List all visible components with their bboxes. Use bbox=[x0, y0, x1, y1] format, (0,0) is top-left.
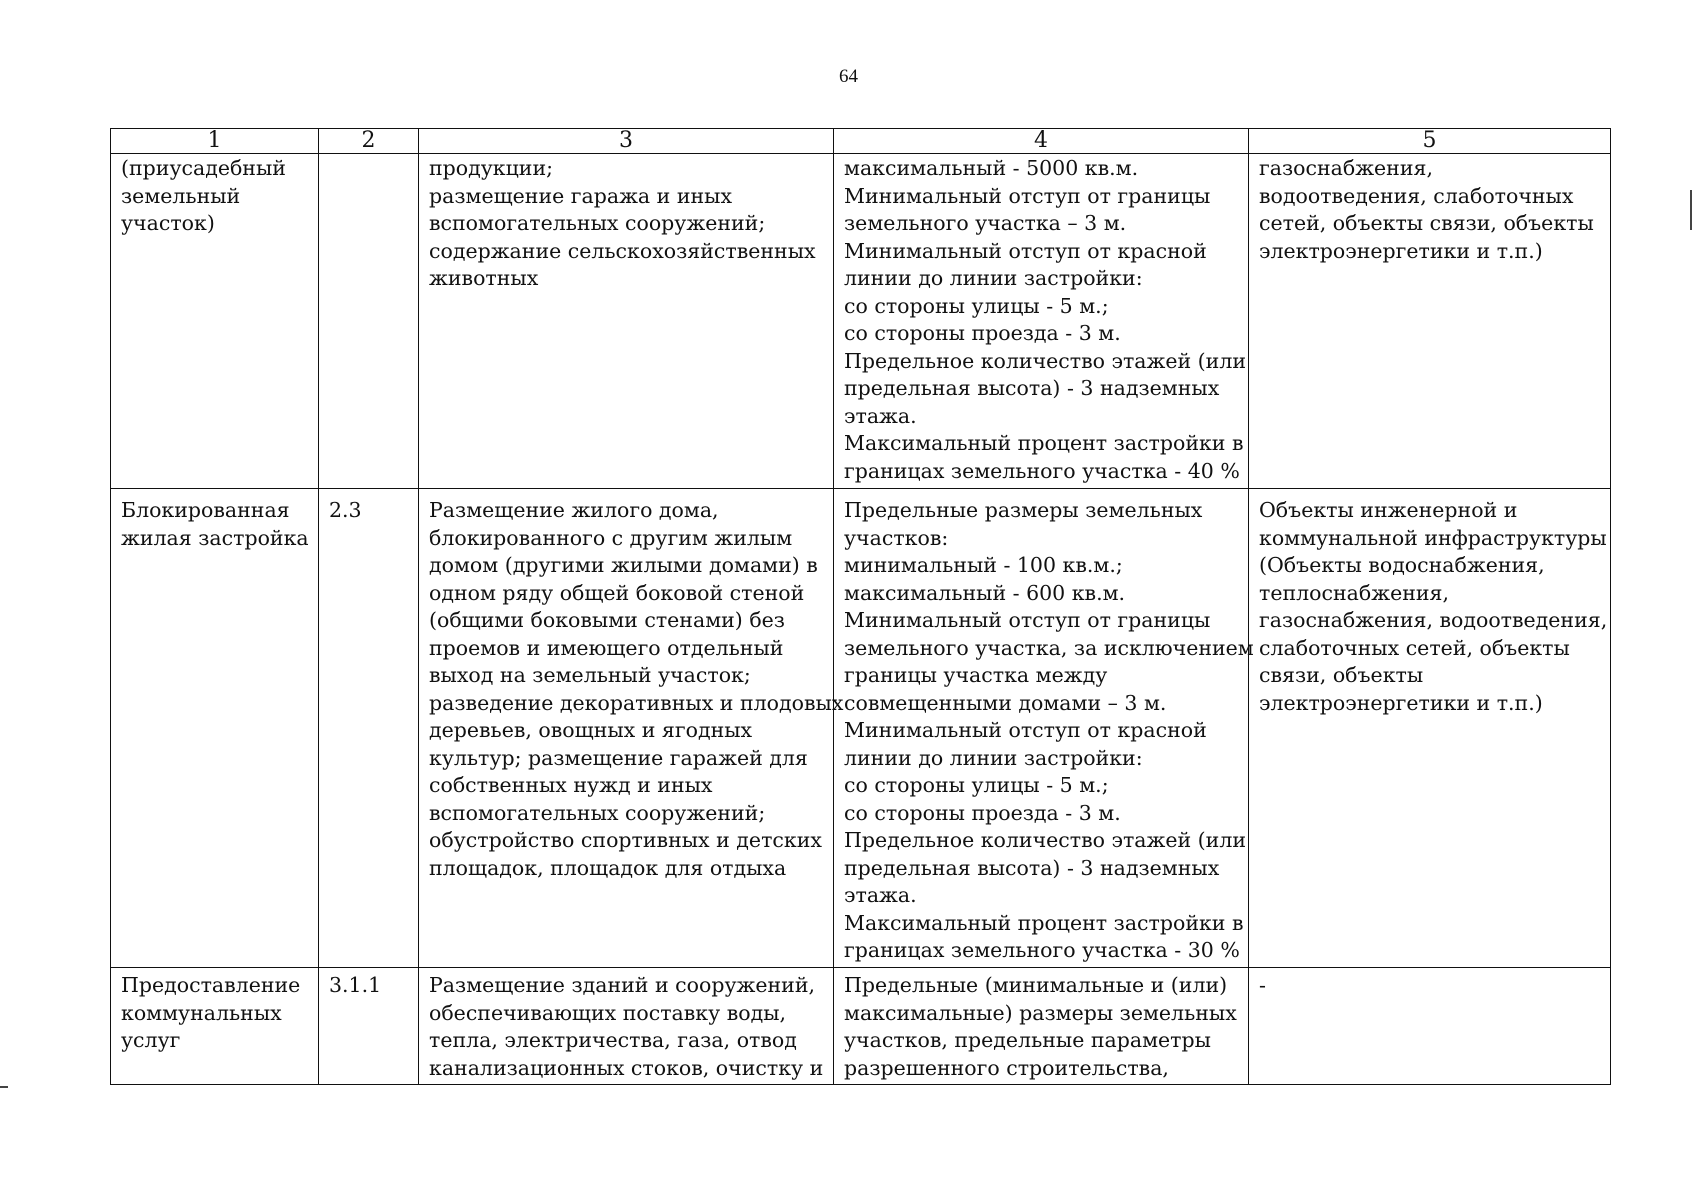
cell-text-line: блокированного с другим жилым bbox=[429, 525, 793, 550]
column-header-5: 5 bbox=[1249, 129, 1611, 154]
cell-text-line: границах земельного участка - 40 % bbox=[844, 458, 1240, 483]
column-header-2: 2 bbox=[319, 129, 419, 154]
cell-text-line: Предельное количество этажей (или bbox=[844, 828, 1247, 852]
cell-text-line: газоснабжения, bbox=[1259, 156, 1433, 180]
cell-text-line: участков, предельные параметры bbox=[844, 1028, 1211, 1052]
cell-text-line: Размещение зданий и сооружений, bbox=[429, 973, 815, 997]
cell-text-line: животных bbox=[429, 266, 539, 290]
land-use-code-cell: 3.1.1 bbox=[319, 968, 419, 1085]
cell-text-line: Максимальный процент застройки в bbox=[844, 910, 1244, 935]
parameters-cell bbox=[834, 154, 1249, 489]
cell-text-line: одном ряду общей боковой стеной bbox=[429, 580, 805, 605]
parameters-cell bbox=[834, 489, 1254, 968]
cell-text-line: этажа. bbox=[844, 883, 917, 907]
cell-text-line: выход на земельный участок; bbox=[429, 663, 751, 687]
land-use-type-cell bbox=[111, 154, 319, 489]
land-use-code-cell bbox=[319, 154, 419, 489]
cell-text-line: Объекты инженерной и bbox=[1259, 498, 1518, 522]
land-use-type-cell bbox=[111, 489, 319, 968]
table-row bbox=[111, 968, 1611, 1085]
cell-text-line: площадок, площадок для отдыха bbox=[429, 855, 787, 880]
description-cell bbox=[419, 968, 834, 1085]
infrastructure-cell bbox=[1249, 489, 1611, 968]
cell-text-line: границах земельного участка - 30 % bbox=[844, 938, 1240, 962]
cell-text-line: слаботочных сетей, объекты bbox=[1259, 635, 1570, 660]
cell-text-line: Предельные размеры земельных bbox=[844, 498, 1203, 522]
cell-text-line: Минимальный отступ от красной bbox=[844, 718, 1207, 742]
infrastructure-cell bbox=[1249, 154, 1611, 489]
cell-text-line: деревьев, овощных и ягодных bbox=[429, 718, 753, 742]
table-row bbox=[111, 154, 1611, 489]
cell-text-line: предельная высота) - 3 надземных bbox=[844, 855, 1220, 880]
scan-artifact-mark bbox=[1690, 190, 1692, 230]
cell-text-line: со стороны проезда - 3 м. bbox=[844, 321, 1121, 345]
cell-text-line: Минимальный отступ от границы bbox=[844, 183, 1211, 208]
cell-text-line: услуг bbox=[121, 1028, 181, 1052]
cell-text-line: продукции; bbox=[429, 156, 554, 180]
cell-text-line: минимальный - 100 кв.м.; bbox=[844, 553, 1123, 577]
cell-text-line: размещение гаража и иных bbox=[429, 183, 733, 208]
cell-text-line: (Объекты водоснабжения, bbox=[1259, 553, 1545, 577]
cell-text-line: Минимальный отступ от границы bbox=[844, 608, 1211, 632]
cell-text-line: Предельное количество этажей (или bbox=[844, 348, 1247, 373]
land-use-type-cell bbox=[111, 968, 319, 1085]
cell-text-line: (приусадебный bbox=[121, 156, 286, 180]
cell-text-line: водоотведения, слаботочных bbox=[1259, 183, 1574, 208]
cell-text-line: максимальный - 5000 кв.м. bbox=[844, 156, 1139, 180]
cell-text-line: вспомогательных сооружений; bbox=[429, 800, 766, 825]
cell-text-line: границы участка между bbox=[844, 663, 1108, 687]
infrastructure-cell bbox=[1249, 968, 1611, 1085]
cell-text-line: тепла, электричества, газа, отвод bbox=[429, 1028, 797, 1052]
cell-text-line: участок) bbox=[121, 211, 215, 235]
cell-text-line: земельного участка – 3 м. bbox=[844, 211, 1127, 235]
cell-text-line: домом (другими жилыми домами) в bbox=[429, 553, 818, 577]
cell-text-line: максимальный - 600 кв.м. bbox=[844, 580, 1126, 605]
cell-text-line: собственных нужд и иных bbox=[429, 773, 713, 797]
cell-text-line: проемов и имеющего отдельный bbox=[429, 635, 784, 660]
header-row bbox=[111, 129, 1611, 154]
parameters-cell bbox=[834, 968, 1249, 1085]
scan-artifact-mark bbox=[0, 1086, 8, 1088]
cell-text-line: Максимальный процент застройки в bbox=[844, 431, 1244, 455]
column-header-4: 4 bbox=[834, 129, 1249, 154]
cell-text-line: участков: bbox=[844, 525, 949, 550]
land-use-table bbox=[110, 128, 1611, 1085]
cell-text-line: культур; размещение гаражей для bbox=[429, 745, 808, 770]
cell-text-line: связи, объекты bbox=[1259, 663, 1424, 687]
cell-text-line: земельный bbox=[121, 183, 241, 208]
cell-text-line: со стороны проезда - 3 м. bbox=[844, 800, 1121, 825]
description-cell bbox=[419, 489, 844, 968]
cell-text-line: предельная высота) - 3 надземных bbox=[844, 376, 1220, 400]
cell-text-line: Блокированная bbox=[121, 498, 290, 522]
cell-text-line: вспомогательных сооружений; bbox=[429, 211, 766, 235]
cell-text-line: этажа. bbox=[844, 403, 917, 428]
page-number: 64 bbox=[839, 66, 858, 87]
cell-text-line: сетей, объекты связи, объекты bbox=[1259, 211, 1594, 235]
cell-text-line: совмещенными домами – 3 м. bbox=[844, 690, 1167, 715]
cell-text-line: Предоставление bbox=[121, 973, 301, 997]
cell-text-line: обеспечивающих поставку воды, bbox=[429, 1000, 787, 1025]
cell-text-line: линии до линии застройки: bbox=[844, 266, 1143, 290]
cell-text-line: земельного участка, за исключением bbox=[844, 635, 1254, 660]
cell-text-line: разведение декоративных и плодовых bbox=[429, 690, 844, 715]
cell-text-line: Минимальный отступ от красной bbox=[844, 238, 1207, 263]
cell-text-line: максимальные) размеры земельных bbox=[844, 1000, 1237, 1025]
cell-text-line: - bbox=[1259, 973, 1266, 997]
cell-text-line: электроэнергетики и т.п.) bbox=[1259, 690, 1543, 715]
cell-text-line: теплоснабжения, bbox=[1259, 580, 1449, 605]
cell-text-line: (общими боковыми стенами) без bbox=[429, 608, 785, 632]
cell-text-line: коммунальной инфраструктуры bbox=[1259, 525, 1607, 550]
cell-text-line: со стороны улицы - 5 м.; bbox=[844, 293, 1109, 318]
cell-text-line: линии до линии застройки: bbox=[844, 745, 1143, 770]
cell-text-line: Размещение жилого дома, bbox=[429, 498, 719, 522]
column-header-3: 3 bbox=[419, 129, 834, 154]
cell-text-line: коммунальных bbox=[121, 1000, 282, 1025]
cell-text-line: обустройство спортивных и детских bbox=[429, 828, 822, 852]
cell-text-line: содержание сельскохозяйственных bbox=[429, 238, 816, 263]
column-header-1: 1 bbox=[111, 129, 319, 154]
table-row bbox=[111, 489, 1611, 968]
land-use-code-cell: 2.3 bbox=[319, 489, 419, 968]
cell-text-line: газоснабжения, водоотведения, bbox=[1259, 608, 1608, 632]
description-cell bbox=[419, 154, 834, 489]
cell-text-line: разрешенного строительства, bbox=[844, 1055, 1169, 1080]
cell-text-line: электроэнергетики и т.п.) bbox=[1259, 238, 1543, 263]
cell-text-line: со стороны улицы - 5 м.; bbox=[844, 773, 1109, 797]
cell-text-line: Предельные (минимальные и (или) bbox=[844, 973, 1228, 997]
cell-text-line: жилая застройка bbox=[121, 525, 309, 550]
cell-text-line: канализационных стоков, очистку и bbox=[429, 1055, 824, 1080]
